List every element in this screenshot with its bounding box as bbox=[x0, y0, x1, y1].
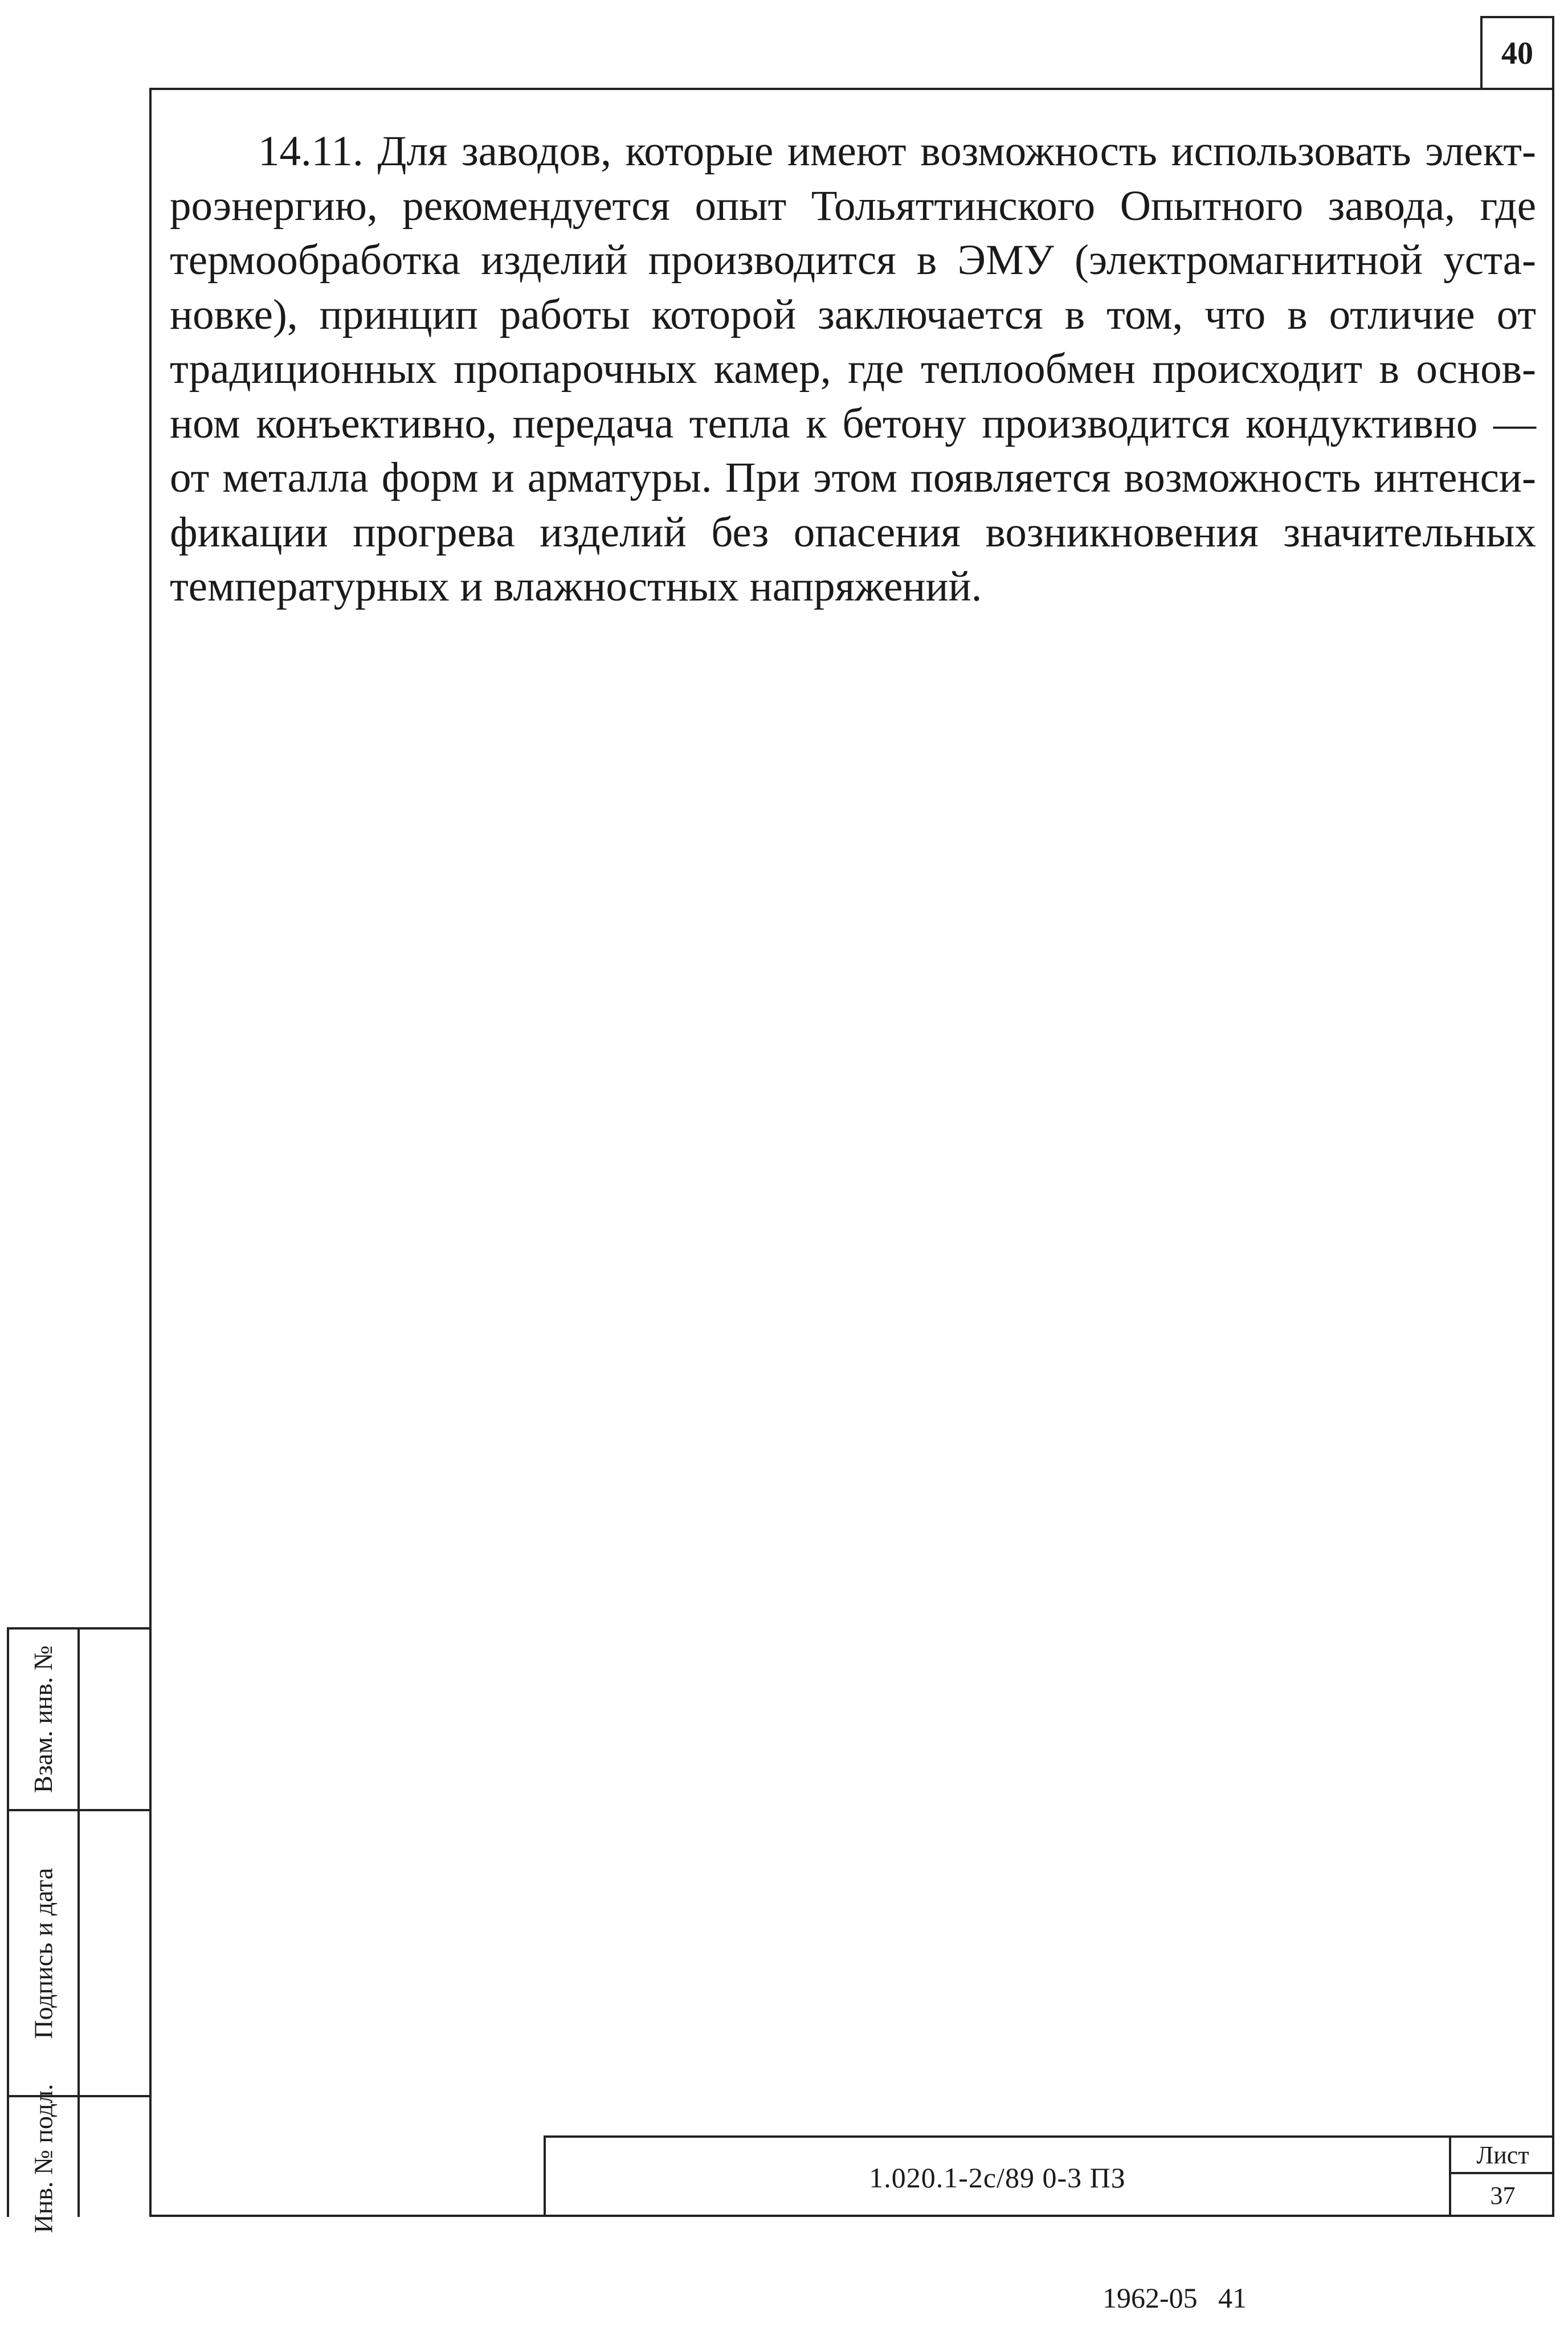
body-line: температурных и влажностных напряжений. bbox=[170, 563, 982, 610]
page-number: 40 bbox=[1480, 16, 1554, 89]
archive-number: 1962-05 41 bbox=[1102, 2282, 1247, 2314]
body-line: от металла форм и арматуры. При этом появляется возможность интенси- bbox=[170, 454, 1536, 501]
body-line: роэнергию, рекомендуется опыт Тольяттинского Опытного завода, где bbox=[170, 182, 1536, 230]
body-line: фикации прогрева изделий без опасения возникновения значительных bbox=[170, 508, 1536, 556]
stamp-divider bbox=[77, 1630, 80, 2217]
title-block bbox=[544, 2135, 1554, 2217]
body-line: 14.11. Для заводов, которые имеют возможность использовать элект- bbox=[258, 128, 1536, 175]
stamp-label-replacement-inv: Взам. инв. № bbox=[28, 1645, 58, 1794]
body-line: традиционных пропарочных камер, где теплообмен происходит в основ- bbox=[170, 345, 1536, 393]
body-line: термообработка изделий производится в ЭМУ (электромагнитной уста- bbox=[170, 236, 1536, 284]
body-line: ном конъективно, передача тепла к бетону производится кондуктивно — bbox=[170, 399, 1536, 447]
side-stamp bbox=[7, 1627, 152, 2233]
sheet-number: 37 bbox=[1490, 2182, 1516, 2210]
stamp-label-signature-date: Подпись и дата bbox=[28, 1867, 58, 2039]
body-line: новке), принцип работы которой заключается в том, что в отличие от bbox=[170, 291, 1536, 338]
sheet-column bbox=[1449, 2138, 1554, 2217]
stamp-label-original-inv: Инв. № подл. bbox=[28, 2083, 58, 2233]
body-paragraph bbox=[170, 124, 1536, 614]
document-code: 1.020.1-2с/89 0-3 ПЗ bbox=[869, 2161, 1126, 2194]
sheet-label: Лист bbox=[1451, 2138, 1554, 2174]
